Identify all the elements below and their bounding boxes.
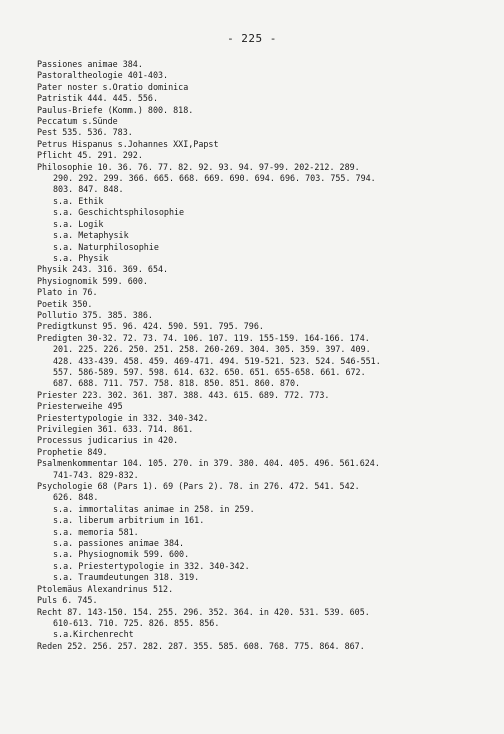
index-entry: Pater noster s.Oratio dominica: [37, 81, 189, 92]
index-subentry: s.a. passiones animae 384.: [53, 538, 185, 549]
index-entry: Petrus Hispanus s.Johannes XXI,Papst: [37, 138, 219, 149]
index-entry: Ptolemäus Alexandrinus 512.: [37, 583, 174, 594]
index-continuation: 626. 848.: [53, 492, 99, 503]
index-entry: Privilegien 361. 633. 714. 861.: [37, 424, 194, 434]
index-entry: Passiones animae 384.: [37, 59, 143, 69]
index-subentry: s.a. Physiognomik 599. 600.: [53, 549, 190, 560]
index-subentry: s.a. Physik: [53, 252, 109, 263]
index-entry: Paulus-Briefe (Komm.) 800. 818.: [37, 104, 194, 115]
index-entry: Philosophie 10. 36. 76. 77. 82. 92. 93. 94. 97-99. 202-212. 289.: [37, 161, 360, 172]
index-entry: Priesterweihe 495: [37, 401, 123, 412]
index-entry: Priestertypologie in 332. 340-342.: [37, 412, 209, 423]
index-continuation: 610-613. 710. 725. 826. 855. 856.: [53, 617, 220, 628]
index-entry: Predigten 30-32. 72. 73. 74. 106. 107. 119. 155-159. 164-166. 174.: [37, 332, 370, 343]
index-subentry: s.a. Geschichtsphilosophie: [53, 207, 185, 218]
index-entry: Physik 243. 316. 369. 654.: [37, 264, 169, 275]
index-entry: Patristik 444. 445. 556.: [37, 93, 159, 104]
index-entry: Recht 87. 143-150. 154. 255. 296. 352. 364. in 420. 531. 539. 605.: [37, 606, 370, 617]
index-subentry: s.a. liberum arbitrium in 161.: [53, 515, 205, 526]
index-entry: Reden 252. 256. 257. 282. 287. 355. 585. 608. 768. 775. 864. 867.: [37, 640, 365, 651]
index-entry: Pest 535. 536. 783.: [37, 127, 133, 138]
index-entry: Physiognomik 599. 600.: [37, 275, 148, 286]
index-subentry: s.a. Traumdeutungen 318. 319.: [53, 572, 200, 583]
index-continuation: 741-743. 829-832.: [53, 469, 139, 480]
index-subentry: s.a. memoria 581.: [53, 526, 139, 537]
index-entry: Priester 223. 302. 361. 387. 388. 443. 615. 689. 772. 773.: [37, 389, 330, 400]
index-entry: Psychologie 68 (Pars 1). 69 (Pars 2). 78. in 276. 472. 541. 542.: [37, 481, 360, 492]
index-entry: Pastoraltheologie 401-403.: [37, 70, 169, 81]
index-entry: Prophetie 849.: [37, 446, 108, 457]
page-number: - 225 -: [227, 32, 277, 45]
index-entry: Plato in 76.: [37, 287, 98, 298]
index-continuation: 201. 225. 226. 250. 251. 258. 260-269. 304. 305. 359. 397. 409.: [53, 344, 371, 355]
index-subentry: s.a. Ethik: [53, 195, 104, 206]
index-subentry: s.a. immortalitas animae in 258. in 259.: [53, 503, 255, 514]
index-continuation: 557. 586-589. 597. 598. 614. 632. 650. 651. 655-658. 661. 672.: [53, 366, 366, 377]
index-entry: Poetik 350.: [37, 298, 93, 309]
index-subentry: s.a. Naturphilosophie: [53, 241, 159, 252]
index-entry: Puls 6. 745.: [37, 595, 98, 606]
index-subentry: s.a.Kirchenrecht: [53, 629, 134, 640]
index-subentry: s.a. Metaphysik: [53, 230, 129, 241]
index-continuation: 290. 292. 299. 366. 665. 668. 669. 690. 694. 696. 703. 755. 794.: [53, 173, 376, 184]
index-entry: Pflicht 45. 291. 292.: [37, 150, 143, 161]
index-entry: Psalmenkommentar 104. 105. 270. in 379. 380. 404. 405. 496. 561.624.: [37, 458, 380, 469]
index-entry: Peccatum s.Sünde: [37, 116, 118, 127]
index-continuation: 803. 847. 848.: [53, 184, 124, 195]
index-subentry: s.a. Logik: [53, 218, 104, 229]
index-entry: Pollutio 375. 385. 386.: [37, 309, 153, 320]
index-entry: Predigtkunst 95. 96. 424. 590. 591. 795. 796.: [37, 321, 264, 332]
index-continuation: 687. 688. 711. 757. 758. 818. 850. 851. 860. 870.: [53, 378, 301, 389]
index-continuation: 428. 433-439. 458. 459. 469-471. 494. 519-521. 523. 524. 546-551.: [53, 355, 381, 366]
index-list: [37, 59, 496, 652]
index-subentry: s.a. Priestertypologie in 332. 340-342.: [53, 560, 250, 571]
index-entry: Processus judicarius in 420.: [37, 435, 179, 446]
